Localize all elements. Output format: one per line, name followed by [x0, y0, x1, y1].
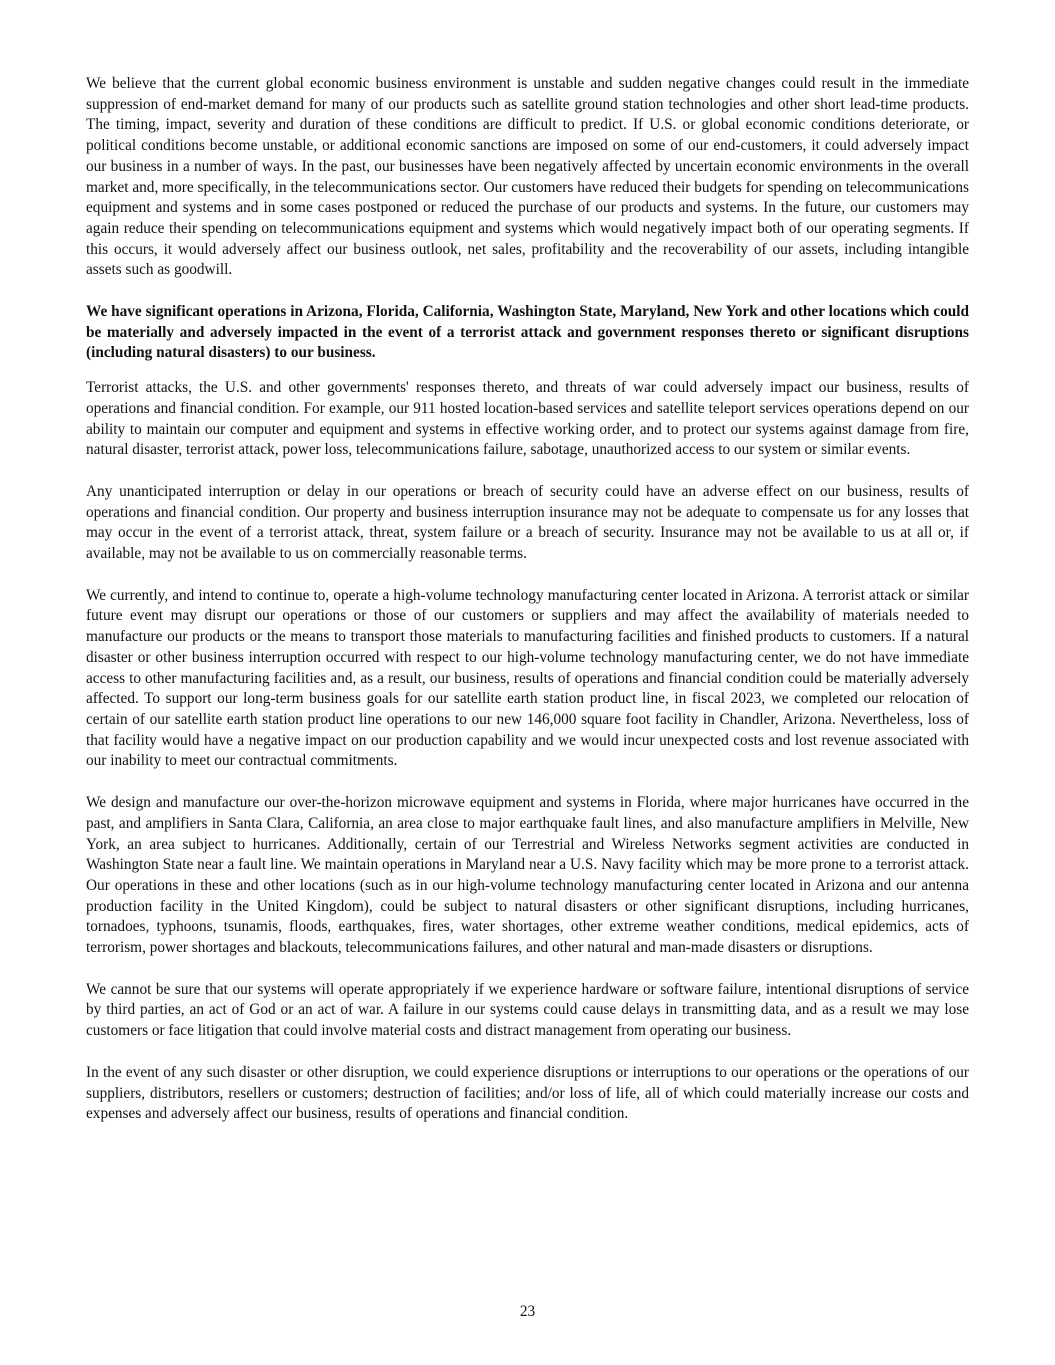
paragraph-interruption-insurance: Any unanticipated interruption or delay in our operations or breach of security could have an adverse effect on our business, results of operations and financial condition. Our property and business interruption insurance may not be adequate to compensate us for any losses that may occur in the event of a terrorist attack, threat, system failure or a breach of security. Insurance may not be available to us at all or, if available, may not be available to us on commercially reasonable terms. — [86, 482, 969, 563]
document-body — [86, 74, 969, 1125]
paragraph-disruption-consequences: In the event of any such disaster or other disruption, we could experience disruptions or interruptions to our operations or the operations of our suppliers, distributors, resellers or customers; destruction of facilities; and/or loss of life, all of which could materially increase our costs and expenses and adversely affect our business, results of operations and financial condition. — [86, 1063, 969, 1123]
paragraph-terrorist-attacks: Terrorist attacks, the U.S. and other governments' responses thereto, and threats of war could adversely impact our business, results of operations and financial condition. For example, our 911 hosted location-based services and satellite teleport services operations depend on our ability to maintain our computer and equipment and systems in effective working order, and to protect our systems against damage from fire, natural disaster, terrorist attack, power loss, telecommunications failure, sabotage, unauthorized access to our system or similar events. — [86, 379, 969, 459]
paragraph-economic-environment: We believe that the current global economic business environment is unstable and sudden negative changes could result in the immediate suppression of end-market demand for many of our products such as satellite ground station technologies and other short lead-time products. The timing, impact, severity and duration of these conditions are difficult to predict. If U.S. or global economic conditions deteriorate, or political conditions become unstable, or additional economic sanctions are imposed on some of our end-customers, it could adversely impact our business in a number of ways. In the past, our businesses have been negatively affected by uncertain economic environments in the overall market and, more specifically, in the telecommunications sector. Our customers have reduced their budgets for spending on telecommunications equipment and systems and in some cases postponed or reduced the purchase of our products and systems. In the future, our customers may again reduce their spending on telecommunications equipment and systems which would negatively impact both of our operating segments. If this occurs, it would adversely affect our business outlook, net sales, profitability and the recoverability of our assets, including intangible assets such as goodwill. — [86, 75, 969, 279]
risk-factor-heading: We have significant operations in Arizona, Florida, California, Washington State, Maryland, New York and other locations which could be materially and adversely impacted in the event of a terrorist attack and government responses thereto or significant disruptions (including natural disasters) to our business. — [86, 303, 969, 362]
page-number: 23 — [519, 1303, 536, 1320]
paragraph-system-failures: We cannot be sure that our systems will operate appropriately if we experience hardware or software failure, intentional disruptions of service by third parties, an act of God or an act of war. A failure in our systems could cause delays in transmitting data, and as a result we may lose customers or face litigation that could involve material costs and distract management from operating our business. — [86, 980, 969, 1040]
paragraph-arizona-manufacturing: We currently, and intend to continue to, operate a high-volume technology manufacturing center located in Arizona. A terrorist attack or similar future event may disrupt our operations or those of our customers or suppliers and may affect the availability of materials needed to manufacture our products or the means to transport those materials to manufacturing facilities and finished products to customers. If a natural disaster or other business interruption occurred with respect to our high-volume technology manufacturing center, we do not have immediate access to other manufacturing facilities and, as a result, our business, results of operations and financial condition could be materially adversely affected. To support our long-term business goals for our satellite earth station product line, in fiscal 2023, we completed our relocation of certain of our satellite earth station product line operations to our new 146,000 square foot facility in Chandler, Arizona. Nevertheless, loss of that facility would have a negative impact on our production capability and we would incur unexpected costs and lost revenue associated with our inability to meet our contractual commitments. — [86, 586, 969, 770]
paragraph-locations-disasters: We design and manufacture our over-the-horizon microwave equipment and systems in Florida, where major hurricanes have occurred in the past, and amplifiers in Santa Clara, California, an area close to major earthquake fault lines, and also manufacture amplifiers in Melville, New York, an area subject to hurricanes. Additionally, certain of our Terrestrial and Wireless Networks segment activities are conducted in Washington State near a fault line. We maintain operations in Maryland near a U.S. Navy facility which may be more prone to a terrorist attack. Our operations in these and other locations (such as in our high-volume technology manufacturing center located in Arizona and our antenna production facility in the United Kingdom), could be subject to natural disasters or other significant disruptions, including hurricanes, tornadoes, typhoons, tsunamis, floods, earthquakes, fires, water shortages, other extreme weather conditions, medical epidemics, acts of terrorism, power shortages and blackouts, telecommunications failures, and other natural and man-made disasters or disruptions. — [86, 794, 969, 957]
